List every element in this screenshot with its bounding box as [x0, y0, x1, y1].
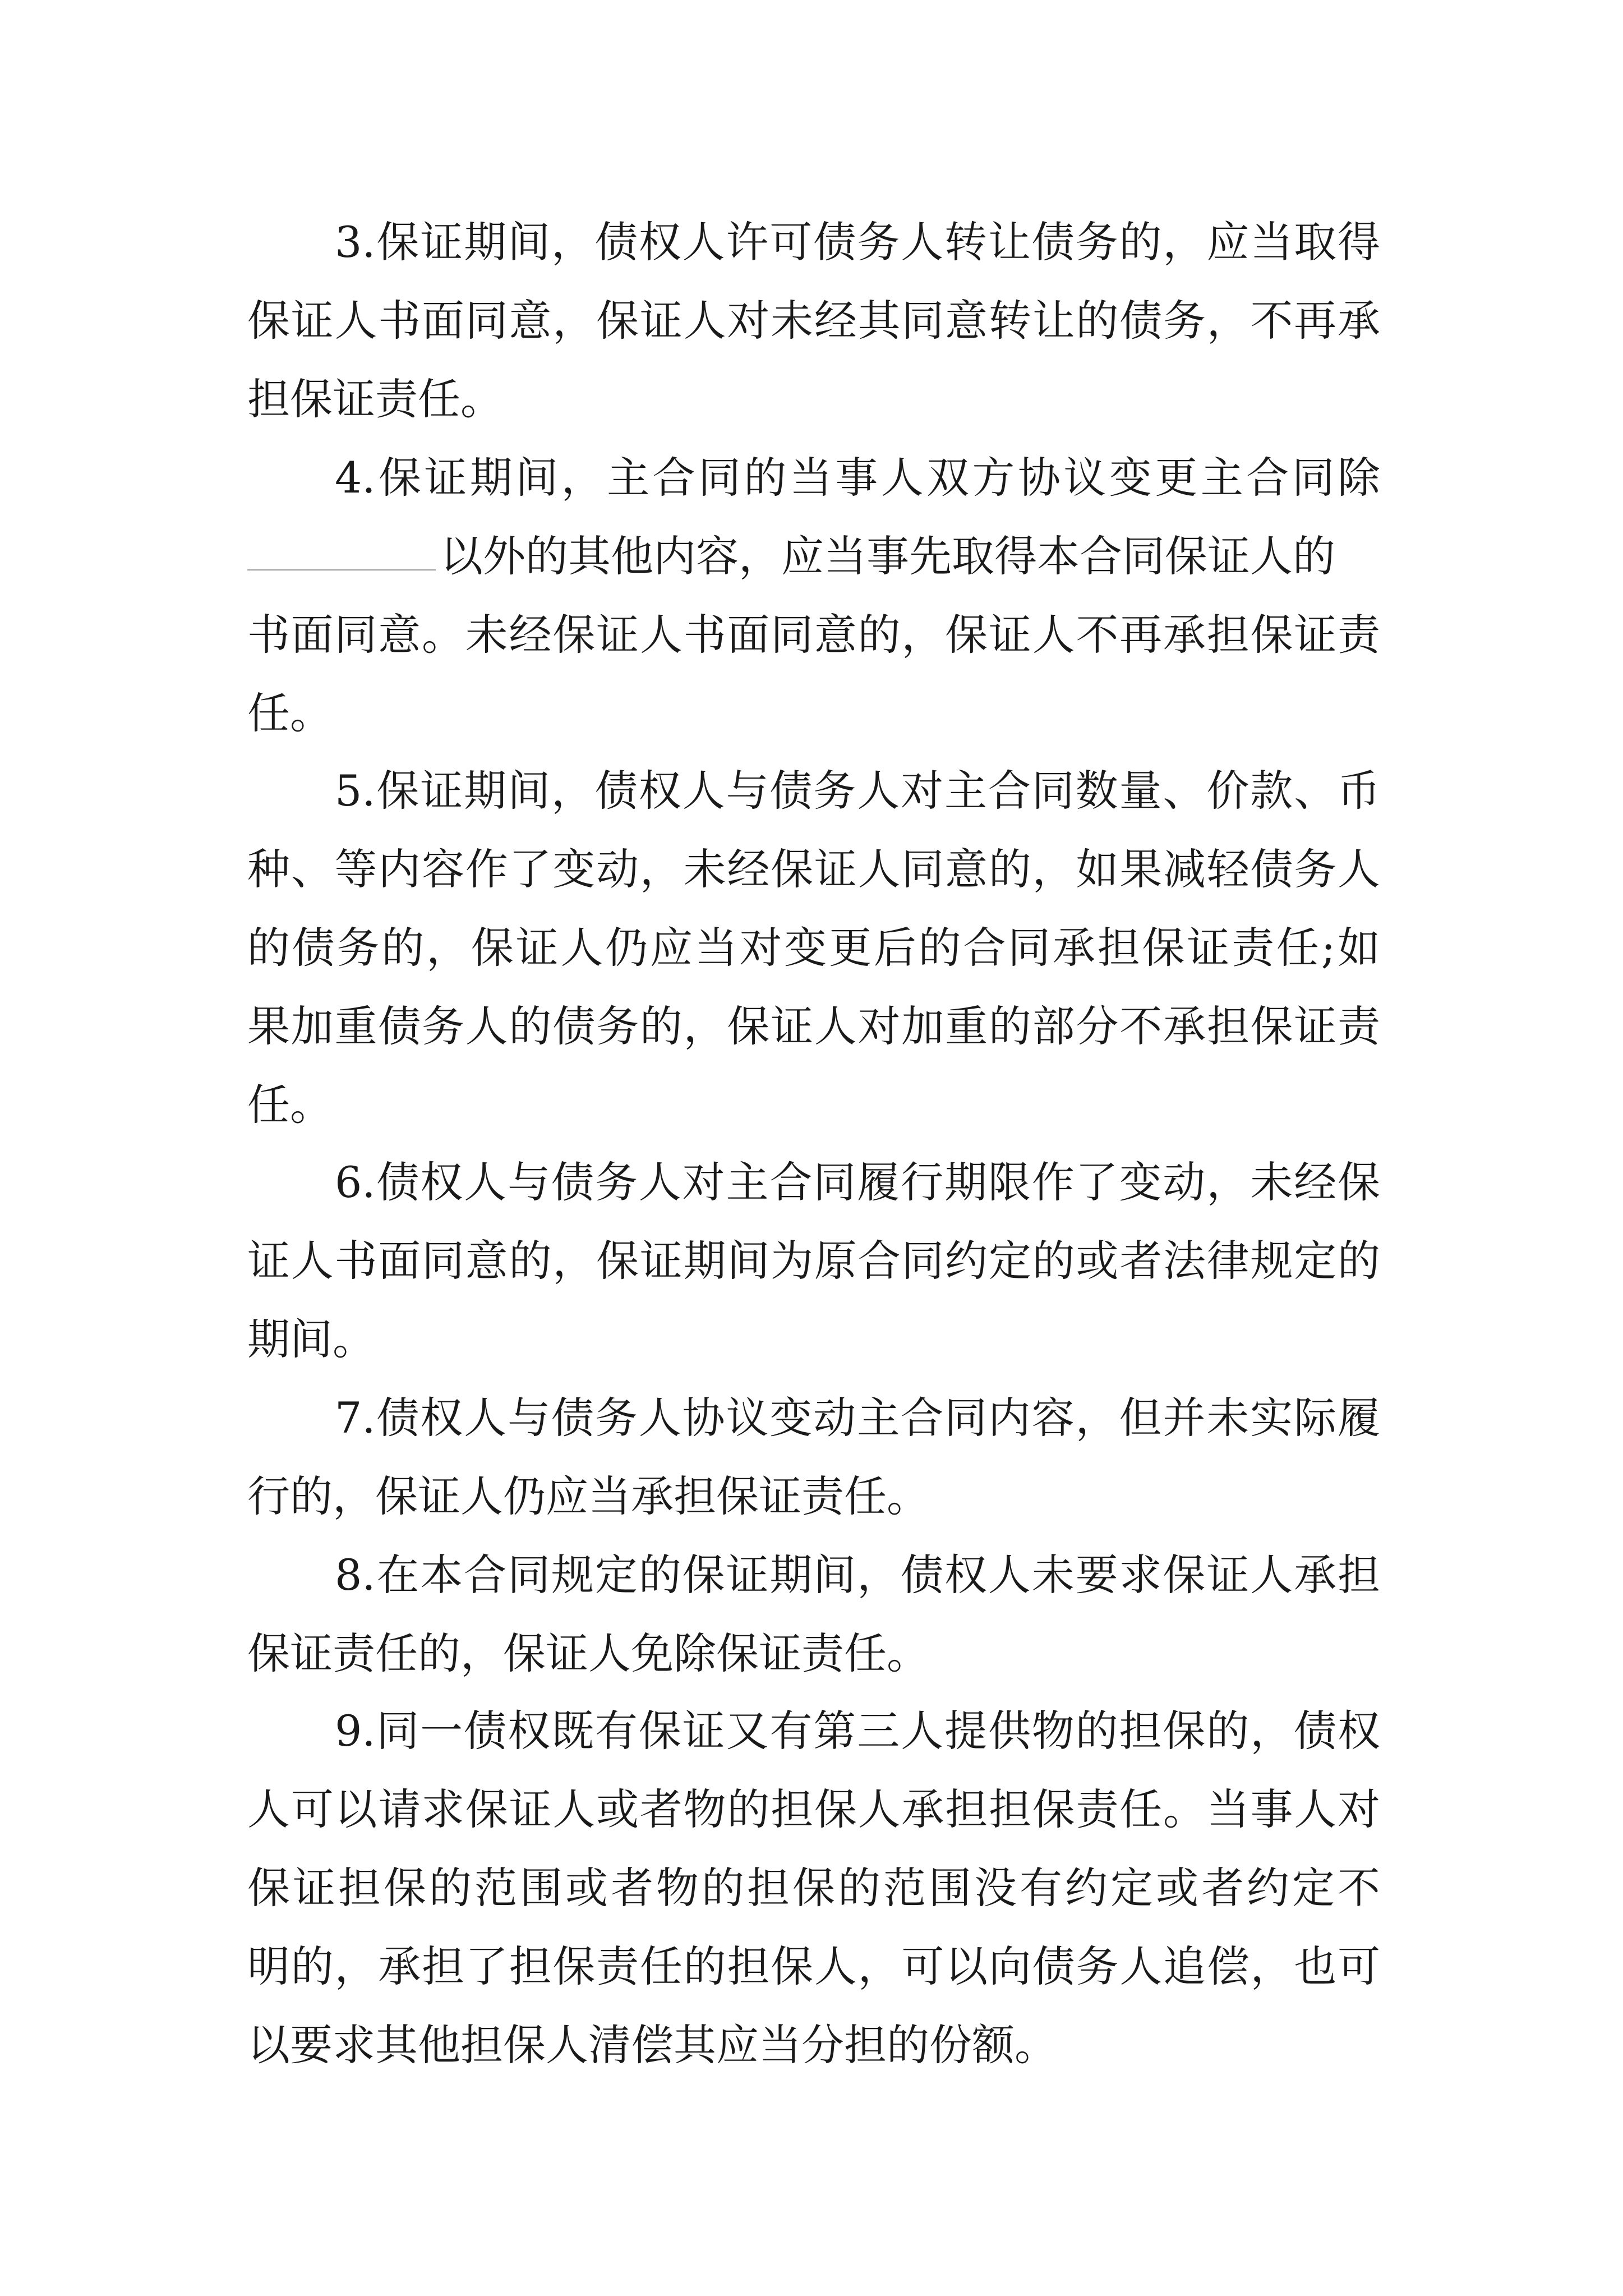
- clause-line: 保证责任的，保证人免除保证责任。: [247, 1628, 929, 1678]
- clause-line: 9.同一债权既有保证又有第三人提供物的担保的，债权: [335, 1706, 1380, 1756]
- clause-line: 以要求其他担保人清偿其应当分担的份额。: [247, 2020, 1057, 2070]
- clause-line: 明的，承担了担保责任的担保人，可以向债务人追偿，也可: [247, 1941, 1380, 1991]
- clause-6: [247, 1143, 1380, 1379]
- clause-3: [247, 203, 1380, 439]
- clause-4: [247, 439, 1380, 753]
- clause-line: 保证人书面同意，保证人对未经其同意转让的债务，不再承: [247, 296, 1380, 346]
- clause-line-text: 以外的其他内容，应当事先取得本合同保证人的: [440, 531, 1335, 581]
- clause-line: 期间。: [247, 1314, 375, 1364]
- clause-9: [247, 1692, 1380, 2085]
- clause-7: [247, 1379, 1380, 1536]
- clause-line: 人可以请求保证人或者物的担保人承担担保责任。当事人对: [247, 1784, 1380, 1834]
- clause-line: 8.在本合同规定的保证期间，债权人未要求保证人承担: [335, 1550, 1380, 1600]
- clause-line: 5.保证期间，债权人与债务人对主合同数量、价款、币: [335, 766, 1380, 816]
- fill-in-blank: [247, 527, 436, 570]
- clause-line: 行的，保证人仍应当承担保证责任。: [247, 1471, 929, 1521]
- clause-line: 担保证责任。: [247, 374, 503, 424]
- clause-line: 3.保证期间，债权人许可债务人转让债务的，应当取得: [335, 217, 1380, 267]
- clause-line: 7.债权人与债务人协议变动主合同内容，但并未实际履: [335, 1393, 1380, 1443]
- clause-line: 任。: [247, 688, 333, 738]
- clause-line: 6.债权人与债务人对主合同履行期限作了变动，未经保: [335, 1157, 1380, 1207]
- clause-line: 书面同意。未经保证人书面同意的，保证人不再承担保证责: [247, 610, 1380, 660]
- clause-8: [247, 1536, 1380, 1693]
- clause-line: 4.保证期间，主合同的当事人双方协议变更主合同除: [335, 453, 1380, 503]
- clause-line: 证人书面同意的，保证期间为原合同约定的或者法律规定的: [247, 1236, 1380, 1286]
- clause-line: 的债务的，保证人仍应当对变更后的合同承担保证责任;如: [247, 923, 1380, 973]
- clause-line: 种、等内容作了变动，未经保证人同意的，如果减轻债务人: [247, 844, 1380, 894]
- clause-line: 保证担保的范围或者物的担保的范围没有约定或者约定不: [247, 1863, 1380, 1913]
- clause-line: 任。: [247, 1080, 333, 1130]
- clause-line: 果加重债务人的债务的，保证人对加重的部分不承担保证责: [247, 1001, 1380, 1051]
- clause-5: [247, 752, 1380, 1144]
- clause-line-with-blank: [247, 517, 1380, 596]
